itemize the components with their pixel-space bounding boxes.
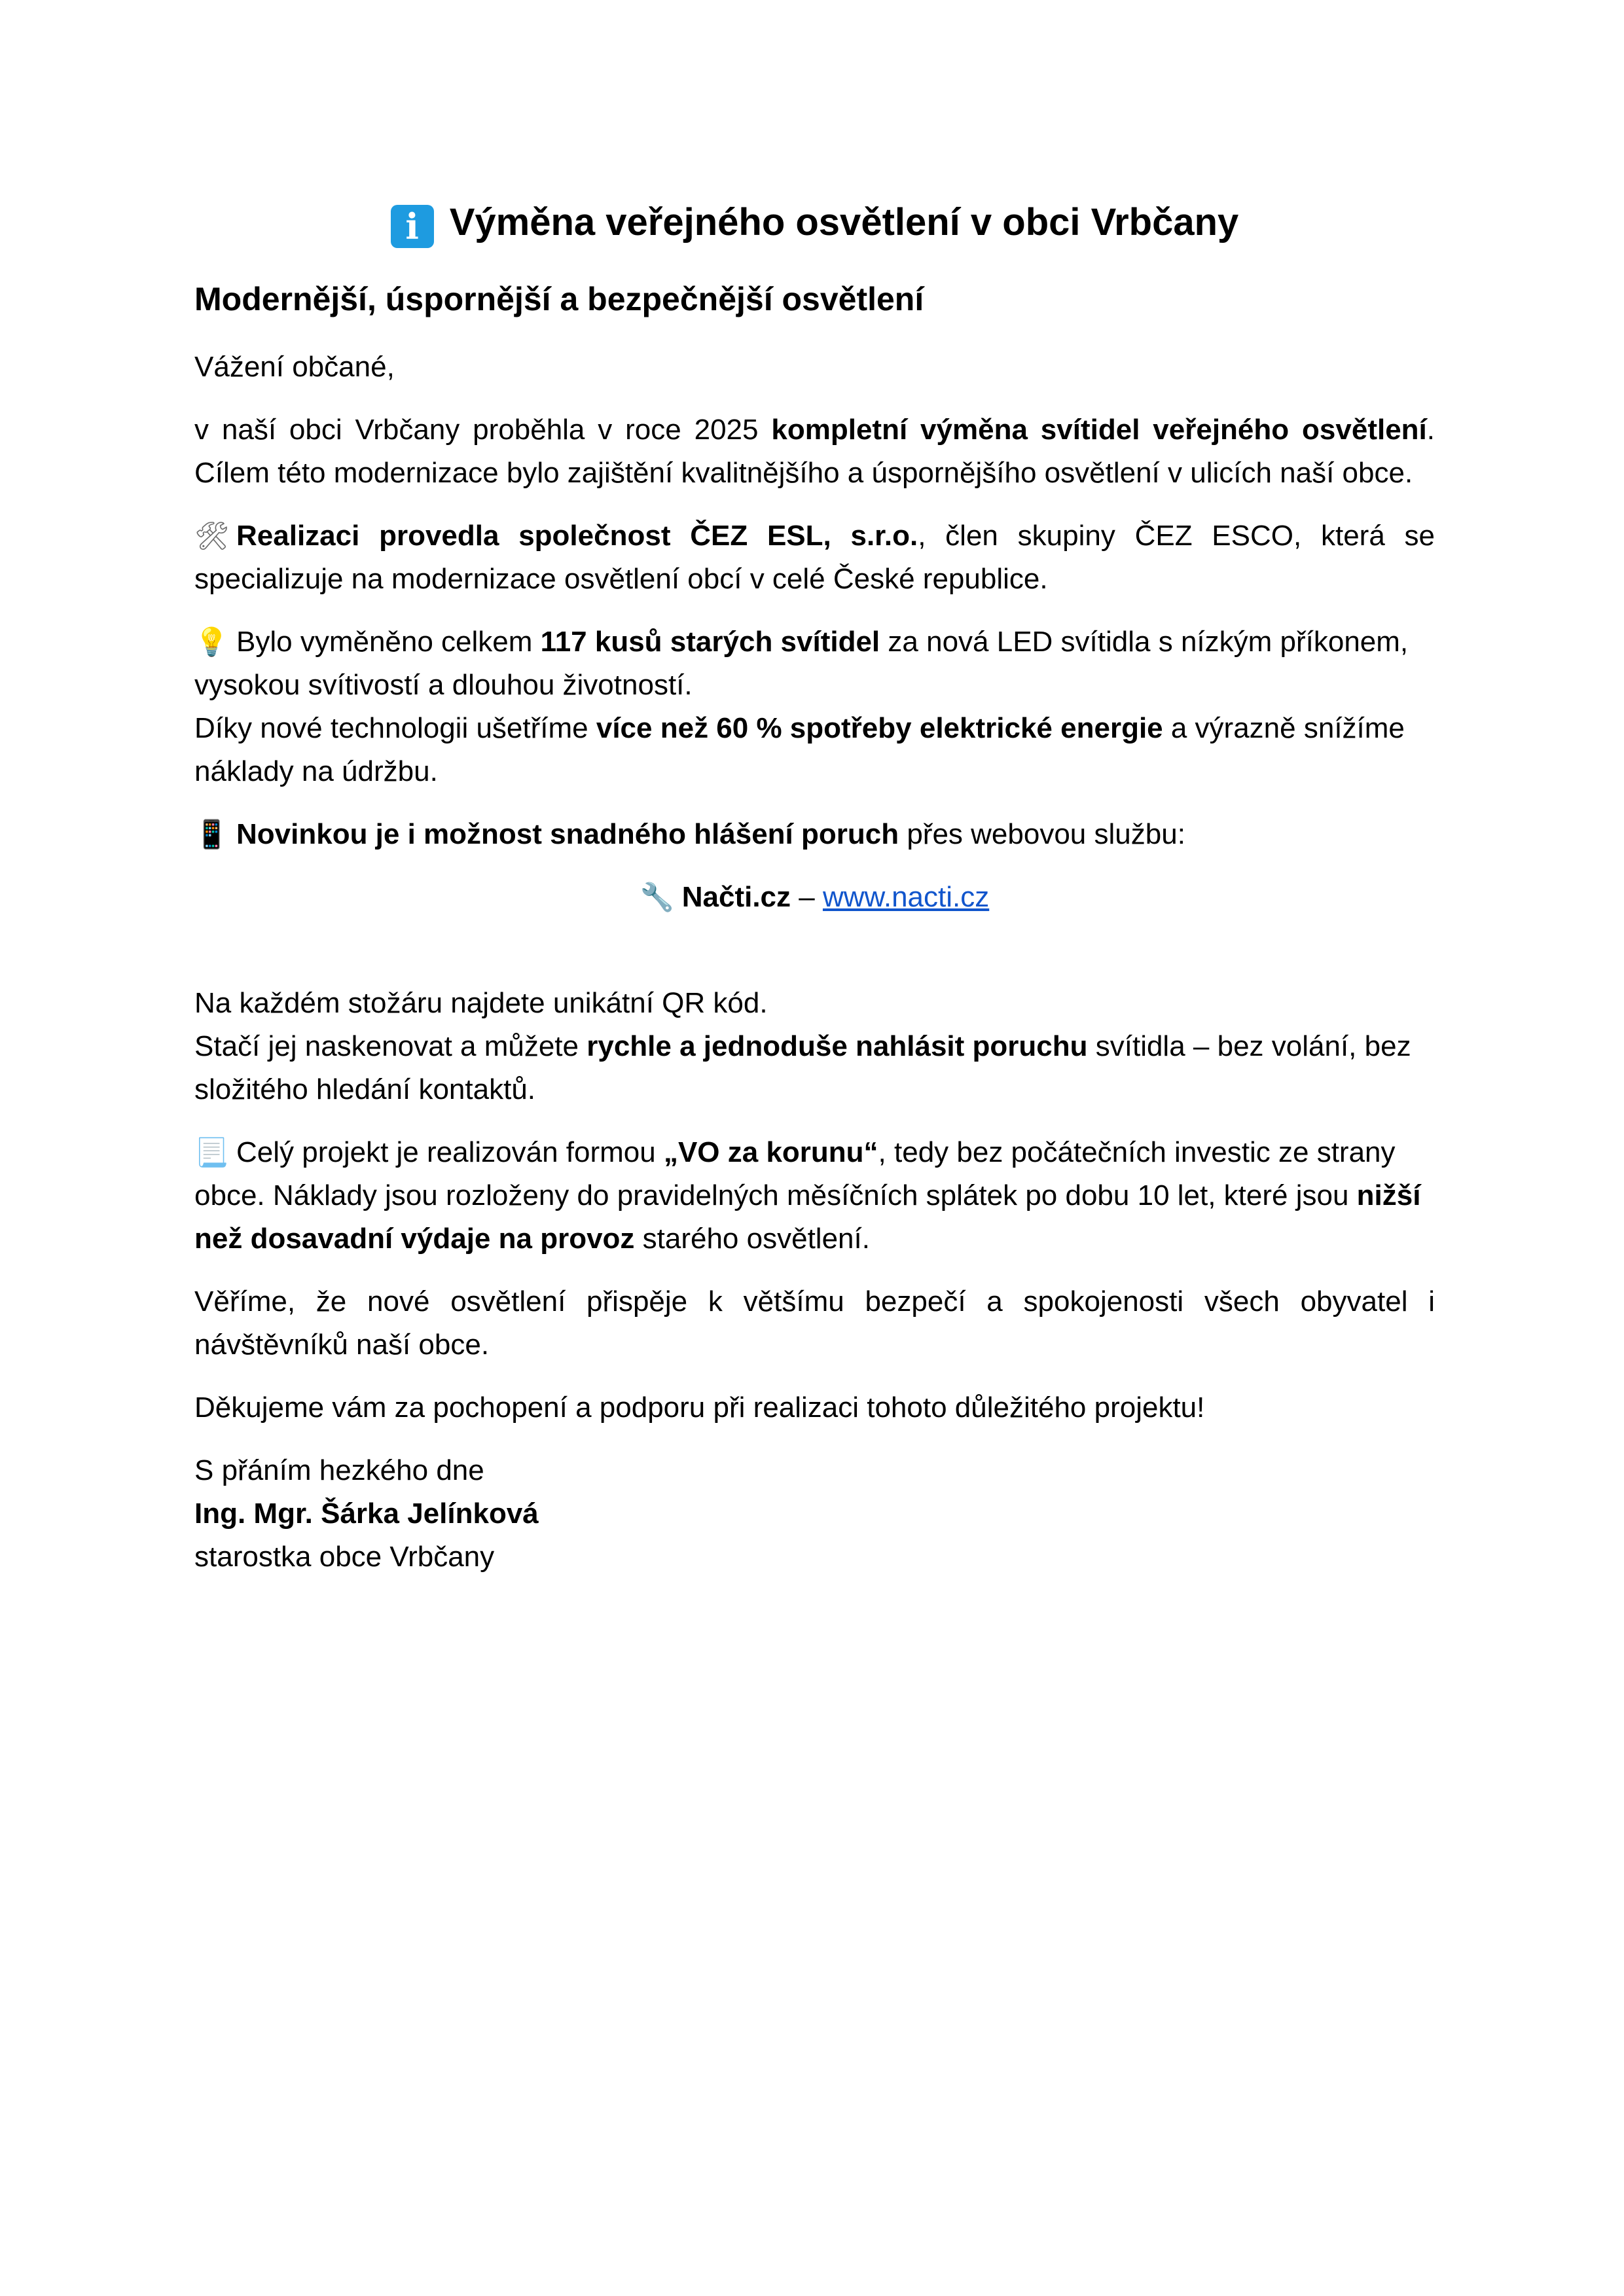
signature-block bbox=[194, 1449, 1435, 1579]
intro-text-after: . Cílem této modernizace bylo zajištění kvalitnějšího a úspornějšího osvětlení v ulicích naší obce. bbox=[194, 414, 1435, 489]
intro-text-before: v naší obci Vrbčany proběhla v roce 2025 bbox=[194, 414, 772, 446]
financing-paragraph bbox=[194, 1131, 1435, 1261]
page-title bbox=[194, 196, 1435, 249]
service-name: Načti.cz bbox=[681, 881, 791, 913]
service-dash: – bbox=[791, 881, 823, 913]
signature-name bbox=[194, 1492, 1435, 1535]
replacement-text-after: za nová LED svítidla s nízkým příkonem, vysokou svítivostí a dlouhou životností. bbox=[194, 626, 1409, 701]
reporting-paragraph bbox=[194, 813, 1435, 856]
savings-text-before: Díky nové technologii ušetříme bbox=[194, 712, 596, 744]
greeting: Vážení občané, bbox=[194, 351, 395, 383]
qr-paragraph bbox=[194, 1025, 1435, 1111]
intro-paragraph bbox=[194, 408, 1435, 495]
wrench-icon: 🔧 bbox=[640, 881, 675, 913]
hammer-and-wrench-icon: 🛠 bbox=[194, 520, 230, 552]
reporting-text-bold: Novinkou je i možnost snadného hlášení poruch bbox=[236, 818, 899, 850]
light-bulb-icon: 💡 bbox=[194, 626, 229, 658]
belief-paragraph: Věříme, že nové osvětlení přispěje k většímu bezpečí a spokojenosti všech obyvatel i návštěvníků naší obce. bbox=[194, 1285, 1435, 1361]
service-line bbox=[194, 876, 1435, 919]
thanks-paragraph: Děkujeme vám za pochopení a podporu při realizaci tohoto důležitého projektu! bbox=[194, 1391, 1205, 1424]
financing-text-after: starého osvětlení. bbox=[634, 1223, 870, 1255]
replacement-text-bold: 117 kusů starých svítidel bbox=[540, 626, 880, 658]
mobile-phone-icon: 📱 bbox=[194, 818, 229, 850]
financing-text-bold-1: „VO za korunu“ bbox=[663, 1136, 878, 1168]
contractor-paragraph bbox=[194, 514, 1435, 601]
financing-text-middle: , tedy bez počátečních investic ze strany obce. Náklady jsou rozloženy do pravidelných měsíčních splátek po dobu 10 let, které jsou bbox=[194, 1136, 1396, 1211]
savings-paragraph bbox=[194, 707, 1435, 793]
service-link[interactable]: www.nacti.cz bbox=[822, 881, 990, 913]
qr-text-after: svítidla – bez volání, bez složitého hledání kontaktů. bbox=[194, 1030, 1411, 1105]
qr-text-bold: rychle a jednoduše nahlásit poruchu bbox=[586, 1030, 1088, 1062]
reporting-text-after: přes webovou službu: bbox=[899, 818, 1185, 850]
savings-text-bold: více než 60 % spotřeby elektrické energie bbox=[596, 712, 1163, 744]
replacement-text-before: Bylo vyměněno celkem bbox=[236, 626, 541, 658]
intro-text-bold: kompletní výměna svítidel veřejného osvětlení bbox=[771, 414, 1427, 446]
contractor-text-after: , člen skupiny ČEZ ESCO, která se specializuje na modernizace osvětlení obcí v celé České republice. bbox=[194, 520, 1435, 595]
page-subtitle: Modernější, úspornější a bezpečnější osvětlení bbox=[194, 281, 924, 317]
signature-name-text: Ing. Mgr. Šárka Jelínková bbox=[194, 1498, 539, 1530]
financing-text-bold-2: nižší než dosavadní výdaje na provoz bbox=[194, 1179, 1421, 1255]
replacement-paragraph bbox=[194, 620, 1435, 707]
document-body bbox=[194, 196, 1435, 1579]
financing-text-before: Celý projekt je realizován formou bbox=[236, 1136, 664, 1168]
document-icon: 📃 bbox=[194, 1136, 229, 1168]
spacer bbox=[194, 939, 1435, 982]
qr-text-before: Stačí jej naskenovat a můžete bbox=[194, 1030, 587, 1062]
savings-text-after: a výrazně snížíme náklady na údržbu. bbox=[194, 712, 1405, 787]
information-icon: i bbox=[391, 205, 434, 248]
qr-line: Na každém stožáru najdete unikátní QR kód. bbox=[194, 987, 768, 1019]
signature-role: starostka obce Vrbčany bbox=[194, 1541, 495, 1573]
signature-closing: S přáním hezkého dne bbox=[194, 1454, 484, 1486]
contractor-text-bold: Realizaci provedla společnost ČEZ ESL, s.r.o. bbox=[236, 520, 918, 552]
page-title-text: Výměna veřejného osvětlení v obci Vrbčany bbox=[449, 201, 1239, 243]
